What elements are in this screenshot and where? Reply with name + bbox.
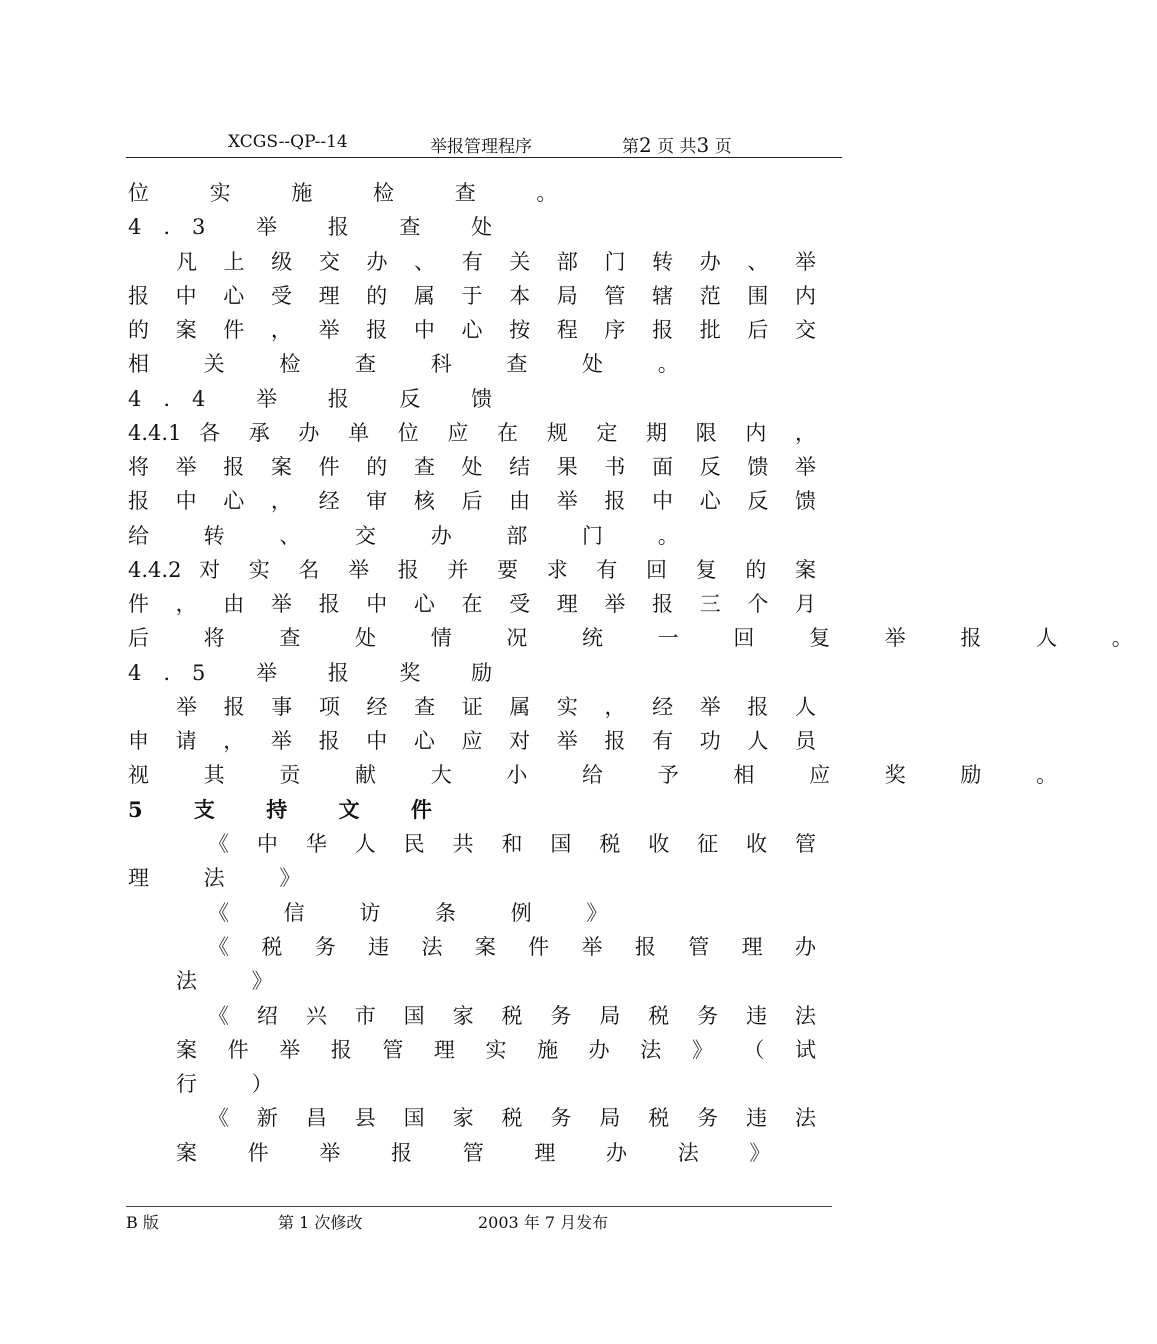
header-divider: [126, 157, 842, 158]
footer-release-date: 2003 年 7 月发布: [478, 1213, 609, 1232]
reference-line: 法 》: [176, 969, 297, 993]
page-mid: 页 共: [657, 137, 697, 157]
reference-line: 《 绍 兴 市 国 家 税 务 局 税 务 违 法: [208, 1004, 816, 1028]
section-heading-5: 5 支 持 文 件: [128, 797, 454, 822]
reference-line: 理 法 》: [128, 866, 325, 890]
body-line: 给 转 、 交 办 部 门 。: [128, 524, 703, 548]
reference-line: 《 中 华 人 民 共 和 国 税 收 征 收 管: [208, 832, 816, 856]
body-line: 的 案 件 ， 举 报 中 心 按 程 序 报 批 后 交: [128, 318, 816, 342]
reference-line: 案 件 举 报 管 理 实 施 办 法 》 （ 试: [176, 1038, 816, 1062]
body-line: 后 将 查 处 情 况 统 一 回 复 举 报 人 。: [128, 626, 1157, 650]
section-heading-4-4: 4.4 举 报 反 馈: [128, 387, 515, 411]
body-line: 4.4.1 各 承 办 单 位 应 在 规 定 期 限 内 ，: [128, 421, 816, 445]
footer-edition: B 版: [126, 1213, 159, 1232]
page-prefix: 第: [622, 137, 639, 157]
header-doc-title: 举报管理程序: [430, 137, 532, 157]
header-doc-code: XCGS--QP--14: [228, 132, 348, 152]
section-heading-4-5: 4.5 举 报 奖 励: [128, 661, 515, 685]
body-line: 4.4.2 对 实 名 举 报 并 要 求 有 回 复 的 案: [128, 558, 816, 582]
body-line: 件 ， 由 举 报 中 心 在 受 理 举 报 三 个 月: [128, 592, 816, 616]
reference-line: 《 税 务 违 法 案 件 举 报 管 理 办: [208, 935, 816, 959]
body-line: 相 关 检 查 科 查 处 。: [128, 352, 703, 376]
body-line: 举 报 事 项 经 查 证 属 实 ， 经 举 报 人: [176, 695, 816, 719]
footer-revision: 第 1 次修改: [278, 1213, 363, 1232]
body-line: 报 中 心 ， 经 审 核 后 由 举 报 中 心 反 馈: [128, 489, 816, 513]
section-heading-4-3: 4.3 举 报 查 处: [128, 215, 515, 239]
body-line: 凡 上 级 交 办 、 有 关 部 门 转 办 、 举: [176, 250, 816, 274]
reference-line: 《 信 访 条 例 》: [208, 901, 632, 925]
page-suffix: 页: [714, 137, 732, 157]
reference-line: 行 ）: [176, 1072, 297, 1096]
body-line: 报 中 心 受 理 的 属 于 本 局 管 辖 范 围 内: [128, 284, 816, 308]
page-total: 3: [696, 133, 710, 157]
body-line: 申 请 ， 举 报 中 心 应 对 举 报 有 功 人 员: [128, 729, 816, 753]
footer-divider: [126, 1206, 832, 1207]
body-line: 将 举 报 案 件 的 查 处 结 果 书 面 反 馈 举: [128, 455, 816, 479]
reference-line: 《 新 昌 县 国 家 税 务 局 税 务 违 法: [208, 1106, 816, 1130]
body-line: 位 实 施 检 查 。: [128, 181, 585, 205]
header-page-number: [622, 132, 732, 157]
reference-line: 案 件 举 报 管 理 办 法 》: [176, 1141, 793, 1165]
page-current: 2: [639, 133, 652, 157]
body-line: 视 其 贡 献 大 小 给 予 相 应 奖 励 。: [128, 763, 1082, 787]
